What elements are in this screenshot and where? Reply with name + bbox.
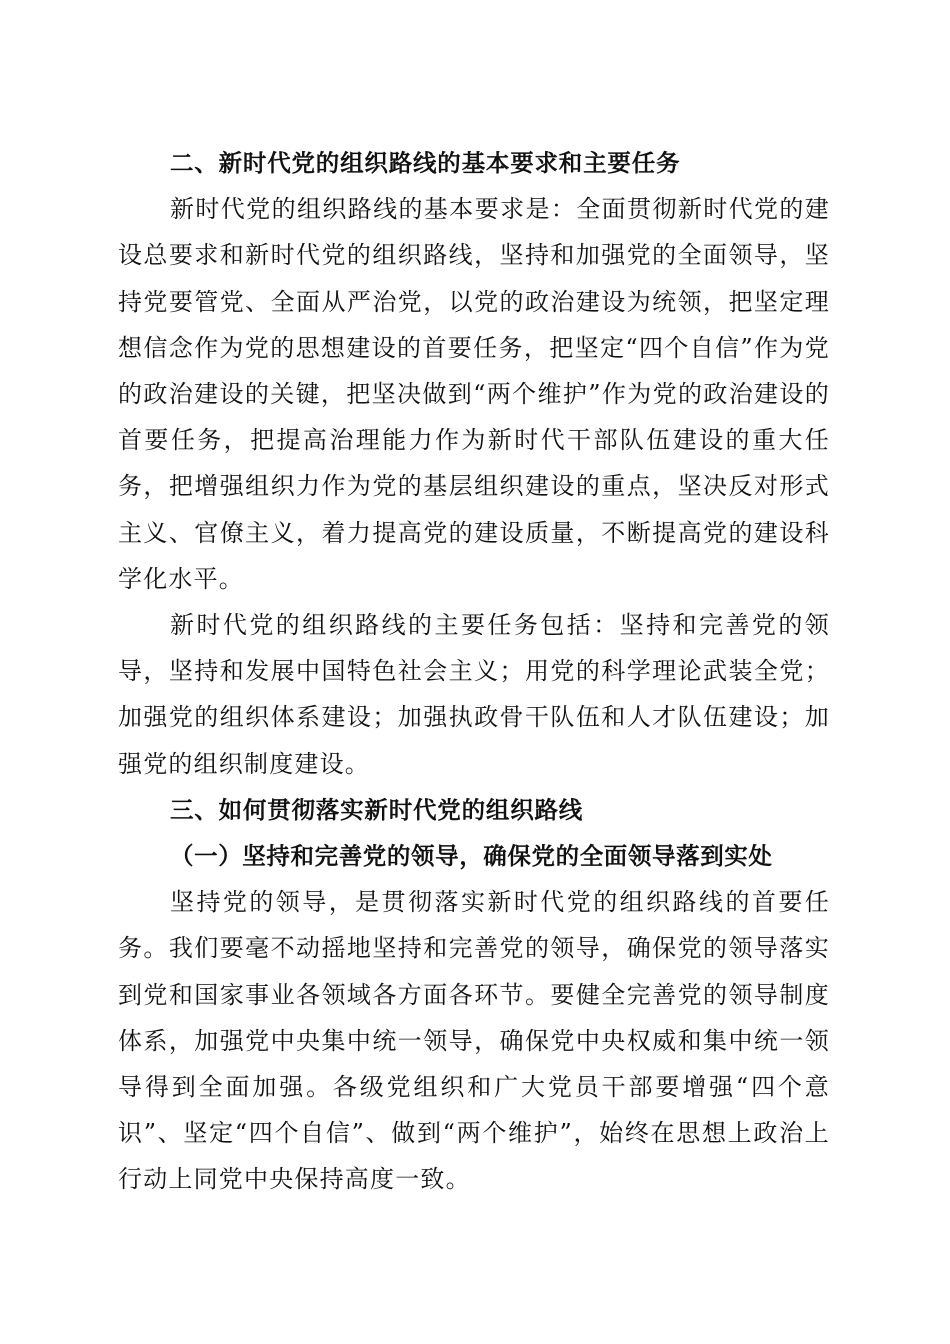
document-body [118, 140, 830, 1203]
section-2-paragraph-1: 新时代党的组织路线的基本要求是：全面贯彻新时代党的建设总要求和新时代党的组织路线，坚持和加强党的全面领导，坚持党要管党、全面从严治党，以党的政治建设为统领，把坚定理想信念作为党的思想建设的首要任务，把坚定“四个自信”作为党的政治建设的关键，把坚决做到“两个维护”作为党的政治建设的首要任务，把提高治理能力作为新时代干部队伍建设的重大任务，把增强组织力作为党的基层组织建设的重点，坚决反对形式主义、官僚主义，着力提高党的建设质量，不断提高党的建设科学化水平。 [118, 195, 830, 593]
section-3-heading: 三、如何贯彻落实新时代党的组织路线 [170, 795, 584, 824]
section-3-subheading-1: （一）坚持和完善党的领导，确保党的全面领导落到实处 [170, 842, 773, 871]
section-2-paragraph-2: 新时代党的组织路线的主要任务包括：坚持和完善党的领导，坚持和发展中国特色社会主义；用党的科学理论武装全党；加强党的组织体系建设；加强执政骨干队伍和人才队伍建设；加强党的组织制度建设。 [118, 611, 830, 778]
section-3-paragraph-1: 坚持党的领导，是贯彻落实新时代党的组织路线的首要任务。我们要毫不动摇地坚持和完善党的领导，确保党的领导落实到党和国家事业各领域各方面各环节。要健全完善党的领导制度体系，加强党中央集中统一领导，确保党中央权威和集中统一领导得到全面加强。各级党组织和广大党员干部要增强“四个意识”、坚定“四个自信”、做到“两个维护”，始终在思想上政治上行动上同党中央保持高度一致。 [118, 888, 830, 1194]
section-2-heading: 二、新时代党的组织路线的基本要求和主要任务 [170, 149, 681, 177]
